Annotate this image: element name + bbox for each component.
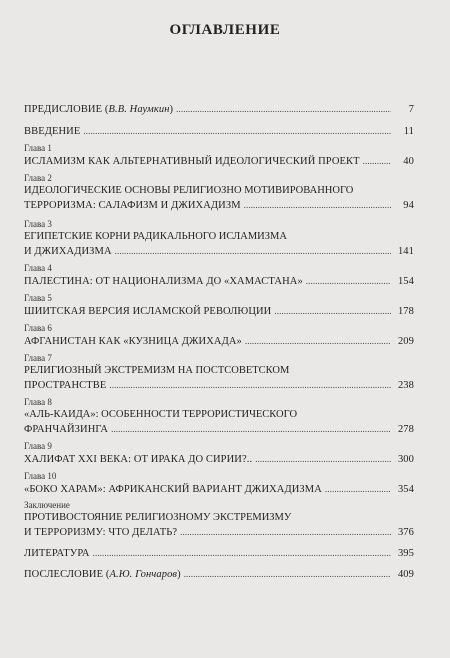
- dot-leader: [111, 422, 391, 436]
- entry-row: [24, 546, 414, 561]
- toc-entry[interactable]: [24, 546, 414, 561]
- entry-author: А.Ю. Гончаров: [109, 569, 178, 580]
- chapter-label: Глава 7: [24, 353, 52, 363]
- page-title: ОГЛАВЛЕНИЕ: [169, 22, 281, 38]
- toc-entry[interactable]: [24, 143, 414, 169]
- toc-entry[interactable]: [24, 293, 414, 319]
- toc-entry[interactable]: [24, 263, 414, 289]
- entry-title-line: ИДЕОЛОГИЧЕСКИЕ ОСНОВЫ РЕЛИГИОЗНО МОТИВИРОВАННОГО: [24, 185, 354, 196]
- entry-title-tail: ): [177, 569, 181, 580]
- toc-entry[interactable]: [24, 441, 414, 467]
- entry-title-line: «АЛЬ-КАИДА»: ОСОБЕННОСТИ ТЕРРОРИСТИЧЕСКОГО: [24, 409, 298, 420]
- entry-title: [24, 335, 242, 349]
- entry-title-text: ХАЛИФАТ XXI ВЕКА: ОТ ИРАКА ДО СИРИИ?..: [24, 454, 253, 465]
- entry-title: [24, 155, 360, 169]
- toc-entry[interactable]: [24, 124, 414, 139]
- toc-entry[interactable]: [24, 102, 414, 117]
- page-number: 395: [397, 548, 414, 559]
- entry-title: [24, 547, 90, 561]
- chapter-label: Глава 3: [24, 219, 52, 229]
- entry-row: [24, 274, 414, 289]
- chapter-label: Глава 9: [24, 441, 52, 451]
- dot-leader: [306, 274, 391, 288]
- entry-title-text: ИСЛАМИЗМ КАК АЛЬТЕРНАТИВНЫЙ ИДЕОЛОГИЧЕСКИЙ ПРОЕКТ: [24, 156, 360, 167]
- page-number: 178: [397, 306, 414, 317]
- entry-title-text: ШИИТСКАЯ ВЕРСИЯ ИСЛАМСКОЙ РЕВОЛЮЦИИ: [24, 306, 272, 317]
- entry-row: [24, 422, 414, 437]
- dot-leader: [109, 378, 391, 392]
- entry-title-line: РЕЛИГИОЗНЫЙ ЭКСТРЕМИЗМ НА ПОСТСОВЕТСКОМ: [24, 365, 290, 376]
- dot-leader: [363, 154, 391, 168]
- page-number: 154: [397, 276, 414, 287]
- entry-title: [24, 245, 112, 259]
- entry-row: [24, 567, 414, 582]
- entry-row: [24, 124, 414, 139]
- entry-title: [24, 526, 177, 540]
- toc-entry[interactable]: [24, 173, 414, 213]
- entry-title-text: ПОСЛЕСЛОВИЕ (: [24, 569, 110, 580]
- page-number: 409: [397, 569, 414, 580]
- table-of-contents: [24, 98, 414, 582]
- dot-leader: [245, 334, 391, 348]
- dot-leader: [83, 124, 391, 138]
- dot-leader: [180, 525, 391, 539]
- toc-entry[interactable]: [24, 471, 414, 497]
- page-number: 278: [397, 424, 414, 435]
- entry-row: [24, 482, 414, 497]
- chapter-label: Заключение: [24, 500, 70, 510]
- entry-title: [24, 568, 181, 582]
- entry-row: [24, 378, 414, 393]
- entry-title-text: ТЕРРОРИЗМА: САЛАФИЗМ И ДЖИХАДИЗМ: [24, 200, 241, 211]
- entry-row: [24, 452, 414, 467]
- page-number: 11: [403, 126, 414, 137]
- entry-title-line: ЕГИПЕТСКИЕ КОРНИ РАДИКАЛЬНОГО ИСЛАМИЗМА: [24, 231, 287, 242]
- chapter-label: Глава 8: [24, 397, 52, 407]
- entry-title-text: ЛИТЕРАТУРА: [24, 548, 90, 559]
- page-number: 209: [397, 336, 414, 347]
- entry-title: [24, 453, 252, 467]
- entry-row: [24, 244, 414, 259]
- entry-row: [24, 154, 414, 169]
- page-number: 7: [408, 104, 414, 115]
- entry-title-text: ПРЕДИСЛОВИЕ (: [24, 104, 109, 115]
- entry-row: [24, 304, 414, 319]
- toc-entry[interactable]: [24, 323, 414, 349]
- entry-title: [24, 103, 173, 117]
- dot-leader: [176, 102, 391, 116]
- dot-leader: [244, 198, 391, 212]
- chapter-label: Глава 1: [24, 143, 52, 153]
- entry-title-text: И ТЕРРОРИЗМУ: ЧТО ДЕЛАТЬ?: [24, 527, 178, 538]
- entry-title-text: ФРАНЧАЙЗИНГА: [24, 424, 109, 435]
- entry-title: [24, 423, 108, 437]
- dot-leader: [115, 244, 391, 258]
- entry-author: В.В. Наумкин: [108, 104, 170, 115]
- dot-leader: [93, 546, 391, 560]
- entry-title-text: ВВЕДЕНИЕ: [24, 126, 81, 137]
- toc-entry[interactable]: [24, 353, 414, 393]
- chapter-label: Глава 6: [24, 323, 52, 333]
- entry-title-text: «БОКО ХАРАМ»: АФРИКАНСКИЙ ВАРИАНТ ДЖИХАДИЗМА: [24, 484, 322, 495]
- entry-title-tail: ): [169, 104, 174, 115]
- dot-leader: [184, 567, 391, 581]
- chapter-label: Глава 10: [24, 471, 57, 481]
- entry-title: [24, 305, 271, 319]
- entry-title: [24, 379, 106, 393]
- dot-leader: [325, 482, 391, 496]
- dot-leader: [255, 452, 391, 466]
- entry-row: [24, 525, 414, 540]
- page-number: 141: [397, 246, 414, 257]
- entry-title-line: ПРОТИВОСТОЯНИЕ РЕЛИГИОЗНОМУ ЭКСТРЕМИЗМУ: [24, 512, 292, 523]
- entry-title: [24, 275, 303, 289]
- chapter-label: Глава 5: [24, 293, 52, 303]
- dot-leader: [274, 304, 391, 318]
- entry-title-text: ПАЛЕСТИНА: ОТ НАЦИОНАЛИЗМА ДО «ХАМАСТАНА»: [24, 276, 303, 287]
- entry-row: [24, 198, 414, 213]
- page-number: 354: [397, 484, 414, 495]
- page-number: 40: [403, 156, 414, 167]
- page-number: 376: [397, 527, 414, 538]
- entry-title-text: ПРОСТРАНСТВЕ: [24, 380, 107, 391]
- toc-entry[interactable]: [24, 500, 414, 540]
- entry-row: [24, 102, 414, 117]
- toc-entry[interactable]: [24, 397, 414, 437]
- page-number: 238: [397, 380, 414, 391]
- toc-entry[interactable]: [24, 219, 414, 259]
- page-number: 300: [397, 454, 414, 465]
- entry-title: [24, 199, 241, 213]
- chapter-label: Глава 4: [24, 263, 52, 273]
- entry-title-text: И ДЖИХАДИЗМА: [24, 246, 112, 257]
- entry-title-text: АФГАНИСТАН КАК «КУЗНИЦА ДЖИХАДА»: [24, 336, 242, 347]
- chapter-label: Глава 2: [24, 173, 52, 183]
- toc-entry[interactable]: [24, 567, 414, 582]
- page-number: 94: [403, 200, 414, 211]
- entry-row: [24, 334, 414, 349]
- entry-title: [24, 125, 80, 139]
- entry-title: [24, 483, 322, 497]
